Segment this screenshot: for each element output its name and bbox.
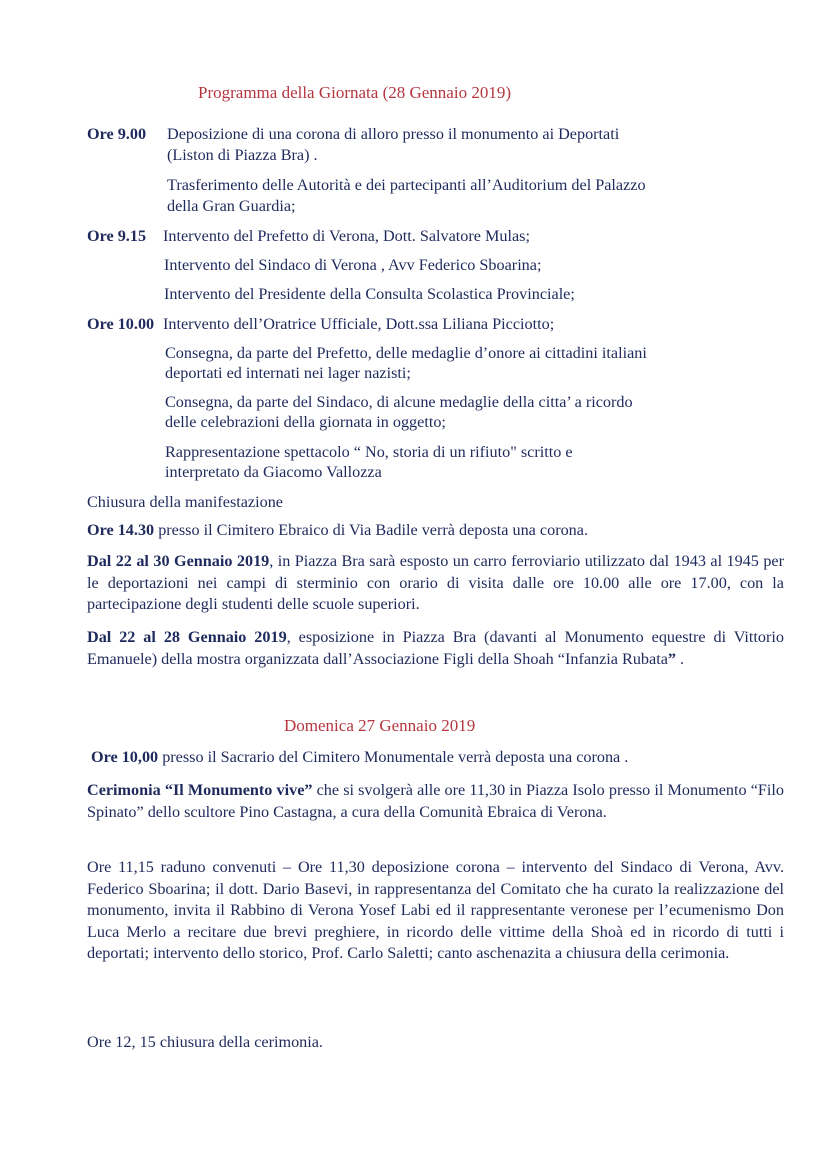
- closing-line: Chiusura della manifestazione: [87, 493, 283, 511]
- schedule-line: Deposizione di una corona di alloro presso il monumento ai Deportati: [167, 125, 620, 143]
- paragraph-bold: Ore 10,00: [91, 748, 159, 766]
- paragraph-bold: Cerimonia “Il Monumento vive”: [87, 781, 313, 799]
- schedule-line: deportati ed internati nei lager nazisti;: [165, 364, 411, 382]
- schedule-line: della Gran Guardia;: [167, 197, 296, 215]
- paragraph-text: presso il Sacrario del Cimitero Monumentale verrà deposta una corona .: [158, 748, 629, 766]
- paragraph-bold: ”: [667, 649, 676, 668]
- schedule-line: Intervento dell’Oratrice Ufficiale, Dott.ssa Liliana Picciotto;: [163, 315, 555, 333]
- paragraph: [91, 747, 784, 769]
- schedule-line: interpretato da Giacomo Vallozza: [165, 463, 382, 481]
- schedule-line: Rappresentazione spettacolo “ No, storia di un rifiuto" scritto e: [165, 443, 573, 461]
- paragraph: [87, 551, 784, 616]
- paragraph-bold: Ore 14.30: [87, 521, 155, 539]
- domenica-title: Domenica 27 Gennaio 2019: [284, 716, 476, 735]
- paragraph-bold: Dal 22 al 30 Gennaio 2019: [87, 552, 270, 570]
- paragraph: Ore 12, 15 chiusura della cerimonia.: [87, 1033, 323, 1051]
- schedule-line: delle celebrazioni della giornata in oggetto;: [165, 413, 446, 431]
- time-label: Ore 9.00: [87, 125, 147, 143]
- paragraph-bold: Dal 22 al 28 Gennaio 2019: [87, 628, 287, 646]
- time-label: Ore 9.15: [87, 227, 147, 245]
- schedule-line: Intervento del Presidente della Consulta Scolastica Provinciale;: [164, 285, 575, 303]
- paragraph-text: che si svolgerà alle ore 11,30 in Piazza Isolo presso il Monumento “Filo Spinato” dello scultore Pino Castagna, a cura della Comunità Ebraica di Verona.: [87, 781, 784, 821]
- schedule-line: Intervento del Prefetto di Verona, Dott. Salvatore Mulas;: [163, 227, 530, 245]
- paragraph-text: , in Piazza Bra sarà esposto un carro ferroviario utilizzato dal 1943 al 1945 per le deportazioni nei campi di sterminio con orario di visita dalle ore 10.00 alle ore 17.00, con la partecipazione degli studenti delle scuole superiori.: [87, 552, 785, 614]
- schedule-line: (Liston di Piazza Bra) .: [167, 146, 318, 164]
- paragraph: Ore 11,15 raduno convenuti – Ore 11,30 deposizione corona – intervento del Sindaco di Verona, Avv. Federico Sboarina; il dott. Dario Basevi, in rappresentanza del Comitato che ha curato la realizzazione del monumento, invita il Rabbino di Verona Yosef Labi ed il rappresentante veronese per l’ecumenismo Don Luca Merlo a recitare due brevi preghiere, in ricordo delle vittime della Shoà ed in ricordo di tutti i deportati; intervento dello storico, Prof. Carlo Saletti; canto aschenazita a chiusura della cerimonia.: [87, 858, 784, 963]
- schedule-line: Trasferimento delle Autorità e dei partecipanti all’Auditorium del Palazzo: [167, 176, 646, 194]
- schedule-line: Consegna, da parte del Prefetto, delle medaglie d’onore ai cittadini italiani: [165, 344, 647, 362]
- schedule-line: Consegna, da parte del Sindaco, di alcune medaglie della citta’ a ricordo: [165, 393, 633, 411]
- paragraph-text: , esposizione in Piazza Bra (davanti al Monumento equestre di Vittorio Emanuele) della mostra organizzata dall’Associazione Figli della Shoah “Infanzia Rubata: [87, 628, 785, 668]
- programma-title: Programma della Giornata (28 Gennaio 2019): [198, 83, 511, 102]
- schedule-line: Intervento del Sindaco di Verona , Avv Federico Sboarina;: [164, 256, 542, 274]
- paragraph: [87, 627, 784, 670]
- time-label: Ore 10.00: [87, 315, 155, 333]
- paragraph: [87, 780, 784, 823]
- paragraph-text: .: [675, 649, 685, 668]
- paragraph-text: presso il Cimitero Ebraico di Via Badile verrà deposta una corona.: [154, 521, 589, 539]
- paragraph: [87, 520, 784, 542]
